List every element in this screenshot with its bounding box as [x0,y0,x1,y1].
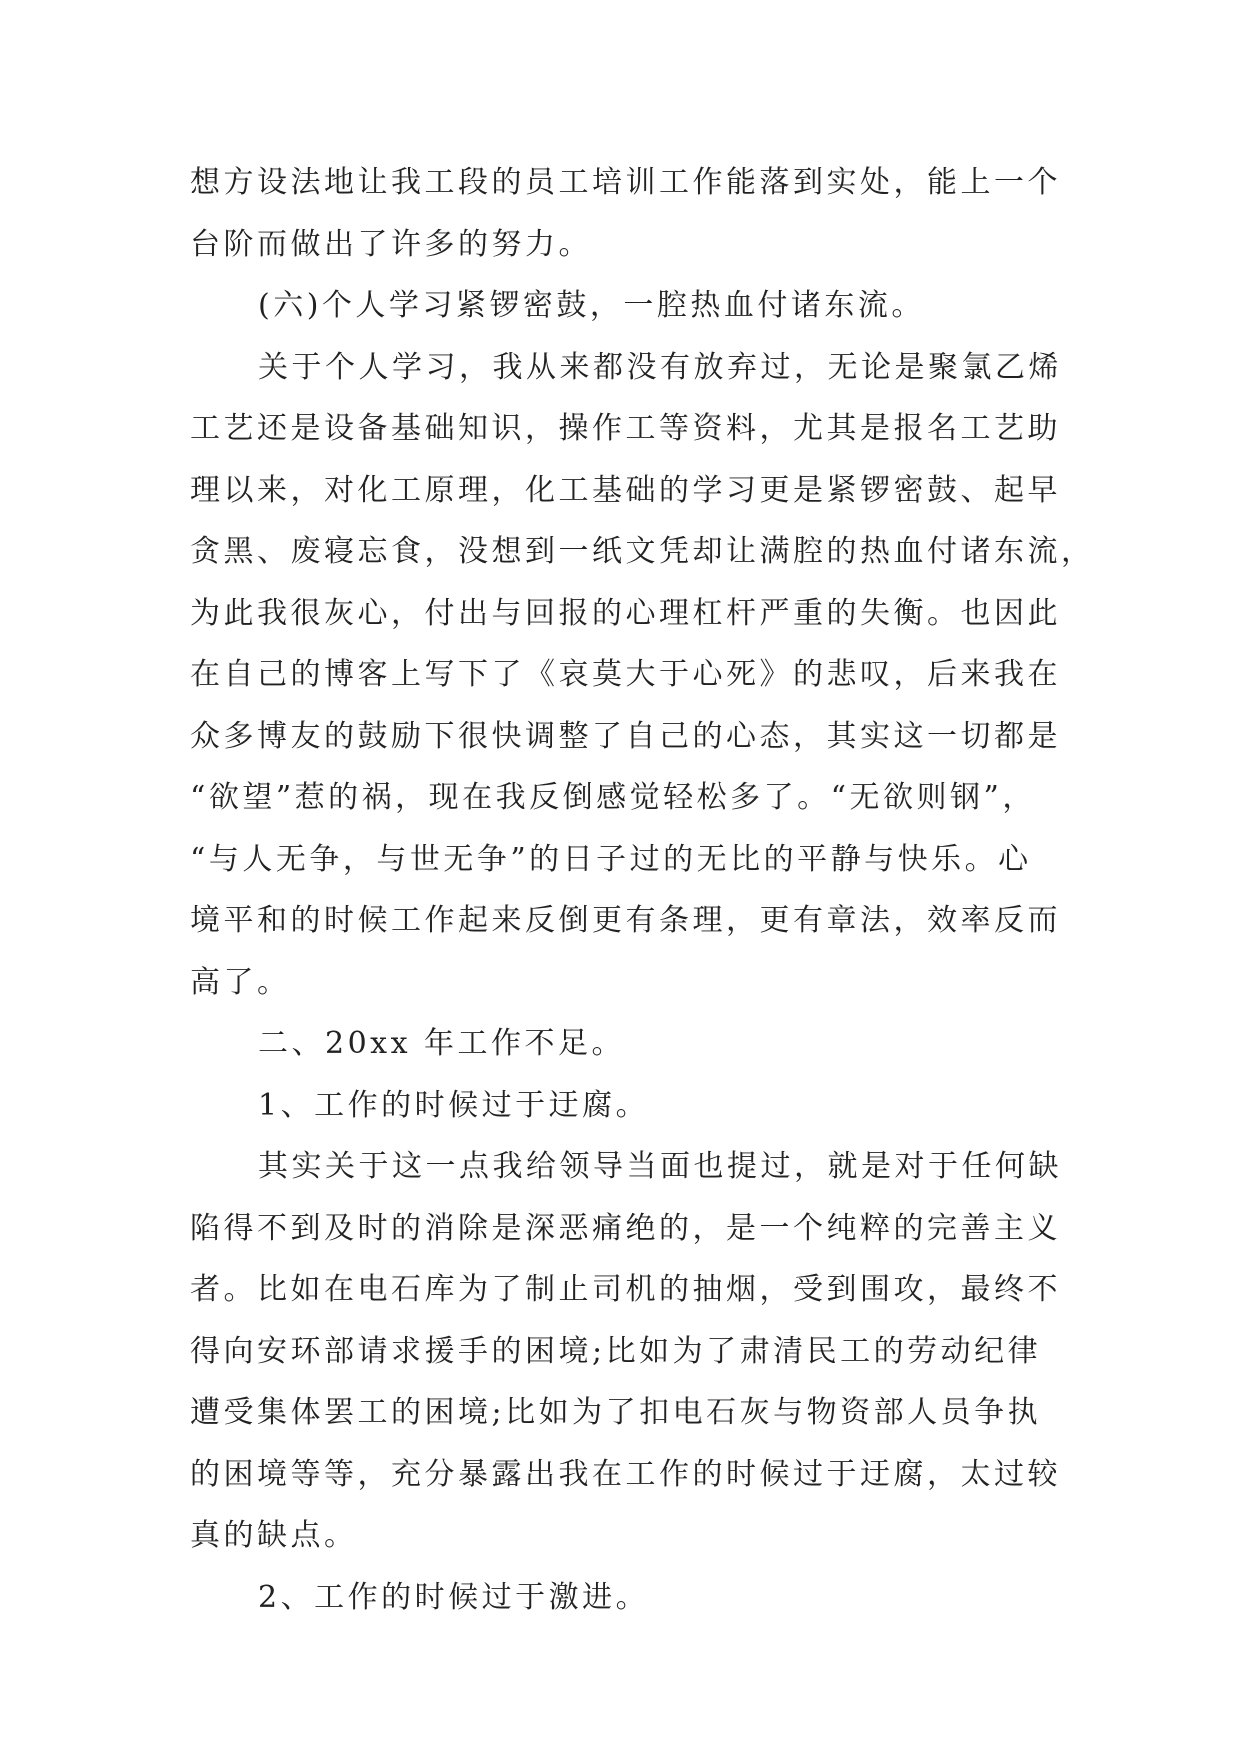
body-text-line: 遭受集体罢工的困境;比如为了扣电石灰与物资部人员争执 [190,1395,1042,1430]
body-text-line: 想方设法地让我工段的员工培训工作能落到实处，能上一个 [190,165,1061,200]
body-text-line: 理以来，对化工原理，化工基础的学习更是紧锣密鼓、起早 [190,472,1061,508]
body-text-line: 陷得不到及时的消除是深恶痛绝的，是一个纯粹的完善主义 [190,1210,1061,1246]
body-text-line: 在自己的博客上写下了《哀莫大于心死》的悲叹，后来我在 [190,657,1061,692]
body-text-line: 者。比如在电石库为了制止司机的抽烟，受到围攻，最终不 [190,1272,1061,1307]
body-text-line: “与人无争，与世无争”的日子过的无比的平静与快乐。心 [190,841,1032,877]
body-text-line: “欲望”惹的祸，现在我反倒感觉轻松多了。“无欲则钢”， [190,780,1036,815]
body-text-line: 真的缺点。 [190,1518,358,1553]
body-text-line: 境平和的时候工作起来反倒更有条理，更有章法，效率反而 [190,903,1061,938]
subsection-heading: 2、工作的时候过于激进。 [258,1579,650,1615]
body-text-line: 其实关于这一点我给领导当面也提过，就是对于任何缺 [258,1149,1062,1184]
body-text-line: 贪黑、废寝忘食，没想到一纸文凭却让满腔的热血付诸东流， [190,534,1095,569]
section-heading: 二、20xx 年工作不足。 [258,1026,626,1061]
body-text-line: 高了。 [190,964,291,1000]
document-body [190,152,1095,1628]
subsection-heading: 1、工作的时候过于迂腐。 [258,1087,650,1123]
body-text-line: 关于个人学习，我从来都没有放弃过，无论是聚氯乙烯 [258,349,1062,385]
body-text-line: 的困境等等，充分暴露出我在工作的时候过于迂腐，太过较 [190,1456,1061,1492]
body-text-line: 众多博友的鼓励下很快调整了自己的心态，其实这一切都是 [190,718,1061,754]
body-text-line: 工艺还是设备基础知识，操作工等资料，尤其是报名工艺助 [190,411,1061,446]
body-text-line: 得向安环部请求援手的困境;比如为了肃清民工的劳动纪律 [190,1333,1042,1369]
body-text-line: 为此我很灰心，付出与回报的心理杠杆严重的失衡。也因此 [190,595,1061,631]
body-text-line: 台阶而做出了许多的努力。 [190,226,592,262]
section-heading: (六)个人学习紧锣密鼓，一腔热血付诸东流。 [258,288,925,323]
